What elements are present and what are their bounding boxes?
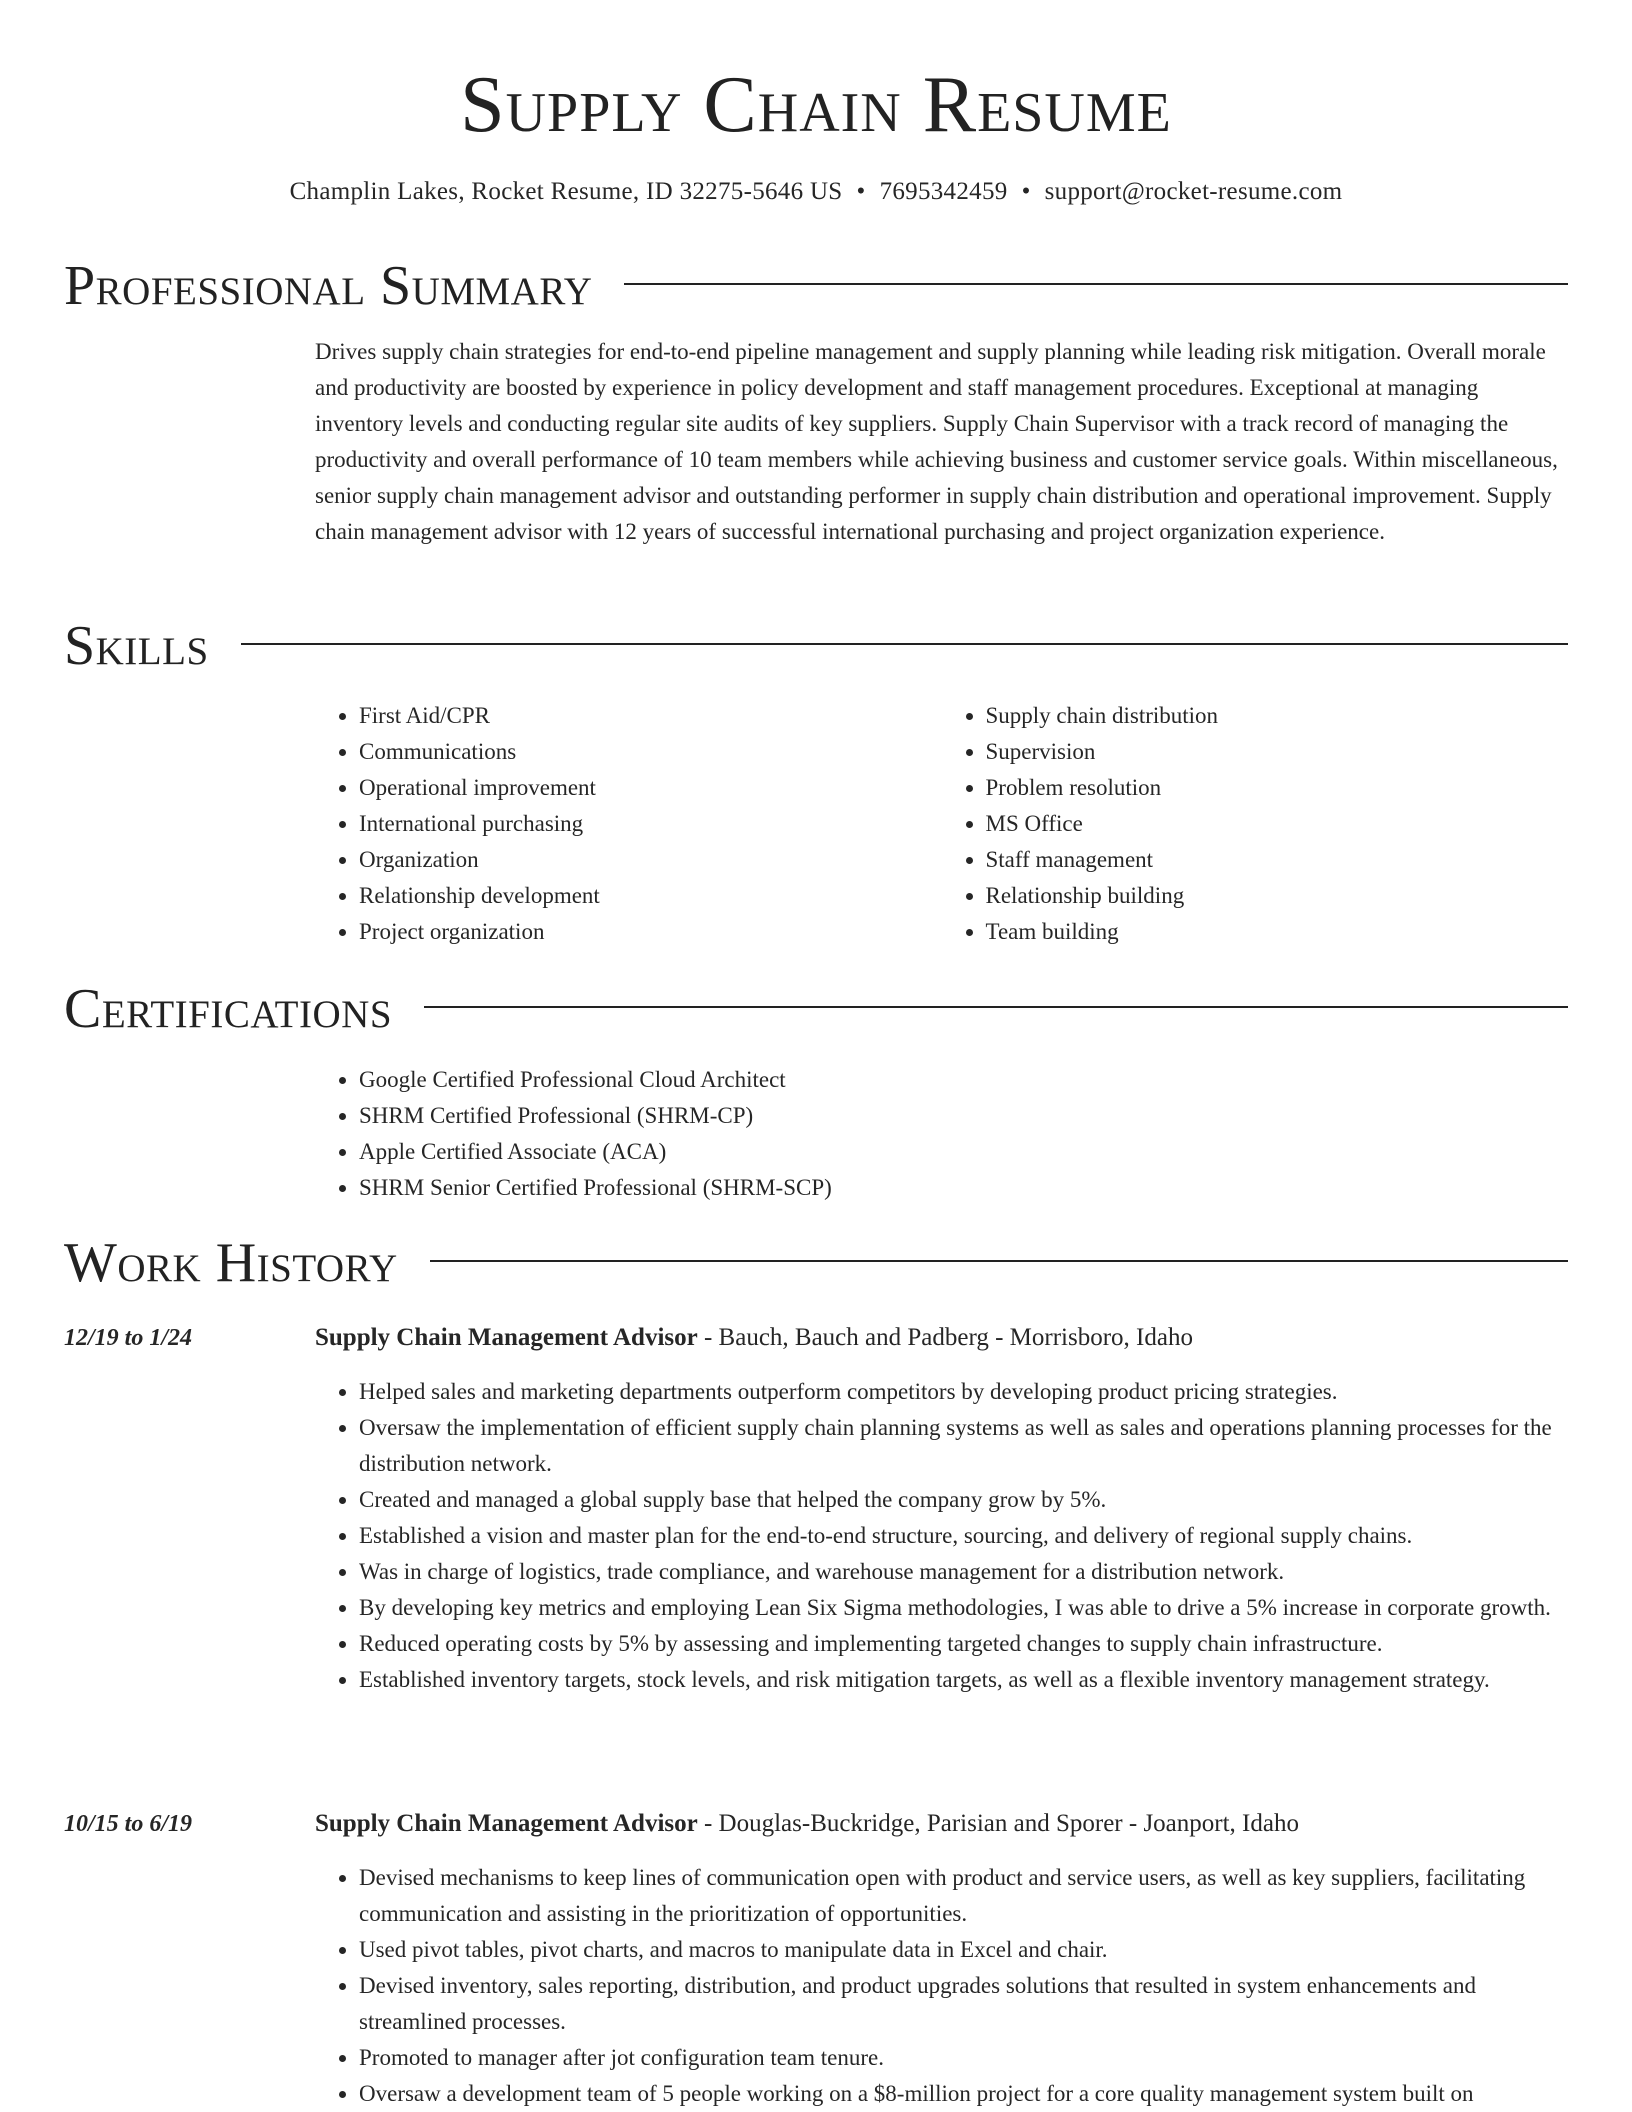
list-item: • Project organization bbox=[359, 914, 942, 950]
section-title: Certifications bbox=[64, 978, 393, 1040]
list-item: • Helped sales and marketing departments outperform competitors by developing product pricing strategies. bbox=[359, 1374, 1568, 1410]
list-item: • SHRM Certified Professional (SHRM-CP) bbox=[359, 1098, 1568, 1134]
separator: • bbox=[856, 178, 866, 205]
phone: 7695342459 bbox=[879, 178, 1008, 205]
list-item: • Staff management bbox=[986, 842, 1569, 878]
section-divider bbox=[241, 643, 1568, 645]
list-item: • Established a vision and master plan for the end-to-end structure, sourcing, and delivery of regional supply chains. bbox=[359, 1518, 1568, 1554]
section-title: Professional Summary bbox=[64, 255, 593, 317]
contact-line bbox=[64, 174, 1568, 210]
job-heading bbox=[315, 1806, 1568, 1842]
list-item: • Used pivot tables, pivot charts, and macros to manipulate data in Excel and chair. bbox=[359, 1932, 1568, 1968]
list-item: • Oversaw the implementation of efficient supply chain planning systems as well as sales and operations planning processes for the distribution network. bbox=[359, 1410, 1568, 1482]
list-item: • Google Certified Professional Cloud Architect bbox=[359, 1062, 1568, 1098]
list-item: • Organization bbox=[359, 842, 942, 878]
list-item: • Created and managed a global supply base that helped the company grow by 5%. bbox=[359, 1482, 1568, 1518]
job-dates: 12/19 to 1/24 bbox=[64, 1325, 193, 1351]
resume-name: Supply Chain Resume bbox=[460, 61, 1172, 149]
job-heading bbox=[315, 1320, 1568, 1356]
list-item: • Oversaw a development team of 5 people working on a $8-million project for a core quality management system built on bbox=[359, 2076, 1568, 2112]
job-employer: - Douglas-Buckridge, Parisian and Sporer - Joanport, Idaho bbox=[697, 1810, 1299, 1837]
section-divider bbox=[624, 283, 1568, 285]
list-item: • Communications bbox=[359, 734, 942, 770]
list-item: • By developing key metrics and employing Lean Six Sigma methodologies, I was able to drive a 5% increase in corporate growth. bbox=[359, 1590, 1568, 1626]
skills-list bbox=[315, 698, 1568, 950]
address: Champlin Lakes, Rocket Resume, ID 32275-5646 US bbox=[289, 178, 843, 205]
section-title: Work History bbox=[64, 1232, 398, 1294]
certifications-list bbox=[315, 1062, 1568, 1206]
job-title: Supply Chain Management Advisor bbox=[315, 1324, 698, 1351]
summary-text: Drives supply chain strategies for end-to-end pipeline management and supply planning while leading risk mitigation. Overall morale and productivity are boosted by experience in policy development and staff management procedures. Exceptional at managing inventory levels and conducting regular site audits of key suppliers. Supply Chain Supervisor with a track record of managing the productivity and overall performance of 10 team members while achieving business and customer service goals. Within miscellaneous, senior supply chain management advisor and outstanding performer in supply chain distribution and operational improvement. Supply chain management advisor with 12 years of successful international purchasing and project organization experience. bbox=[315, 339, 1558, 544]
list-item: • Established inventory targets, stock levels, and risk mitigation targets, as well as a flexible inventory management strategy. bbox=[359, 1662, 1568, 1698]
job-bullets bbox=[315, 1860, 1568, 2112]
list-item: • Supervision bbox=[986, 734, 1569, 770]
list-item: • Problem resolution bbox=[986, 770, 1569, 806]
job-bullets bbox=[315, 1374, 1568, 1698]
work-history-section-header bbox=[64, 1233, 1568, 1293]
section-divider bbox=[424, 1006, 1568, 1008]
job-dates: 10/15 to 6/19 bbox=[64, 1811, 193, 1837]
list-item: • Promoted to manager after jot configuration team tenure. bbox=[359, 2040, 1568, 2076]
certifications-section-header bbox=[64, 979, 1568, 1039]
skills-section-header bbox=[64, 616, 1568, 676]
list-item: • Devised mechanisms to keep lines of communication open with product and service users, as well as key suppliers, facilitating communication and assisting in the prioritization of opportunities. bbox=[359, 1860, 1568, 1932]
list-item: • Relationship development bbox=[359, 878, 942, 914]
skills-column-left bbox=[315, 698, 942, 950]
list-item: • International purchasing bbox=[359, 806, 942, 842]
section-divider bbox=[430, 1260, 1568, 1262]
list-item: • Team building bbox=[986, 914, 1569, 950]
list-item: • MS Office bbox=[986, 806, 1569, 842]
email: support@rocket-resume.com bbox=[1044, 178, 1343, 205]
list-item: • Devised inventory, sales reporting, distribution, and product upgrades solutions that resulted in system enhancements and streamlined processes. bbox=[359, 1968, 1568, 2040]
list-item: • SHRM Senior Certified Professional (SHRM-SCP) bbox=[359, 1170, 1568, 1206]
skills-column-right bbox=[942, 698, 1569, 950]
job-employer: - Bauch, Bauch and Padberg - Morrisboro, Idaho bbox=[697, 1324, 1193, 1351]
list-item: • Relationship building bbox=[986, 878, 1569, 914]
separator: • bbox=[1021, 178, 1031, 205]
list-item: • Operational improvement bbox=[359, 770, 942, 806]
list-item: • Apple Certified Associate (ACA) bbox=[359, 1134, 1568, 1170]
summary-section-header bbox=[64, 256, 1568, 316]
list-item: • Was in charge of logistics, trade compliance, and warehouse management for a distribution network. bbox=[359, 1554, 1568, 1590]
section-title: Skills bbox=[64, 615, 209, 677]
job-title: Supply Chain Management Advisor bbox=[315, 1810, 698, 1837]
list-item: • First Aid/CPR bbox=[359, 698, 942, 734]
list-item: • Reduced operating costs by 5% by assessing and implementing targeted changes to supply chain infrastructure. bbox=[359, 1626, 1568, 1662]
list-item: • Supply chain distribution bbox=[986, 698, 1569, 734]
